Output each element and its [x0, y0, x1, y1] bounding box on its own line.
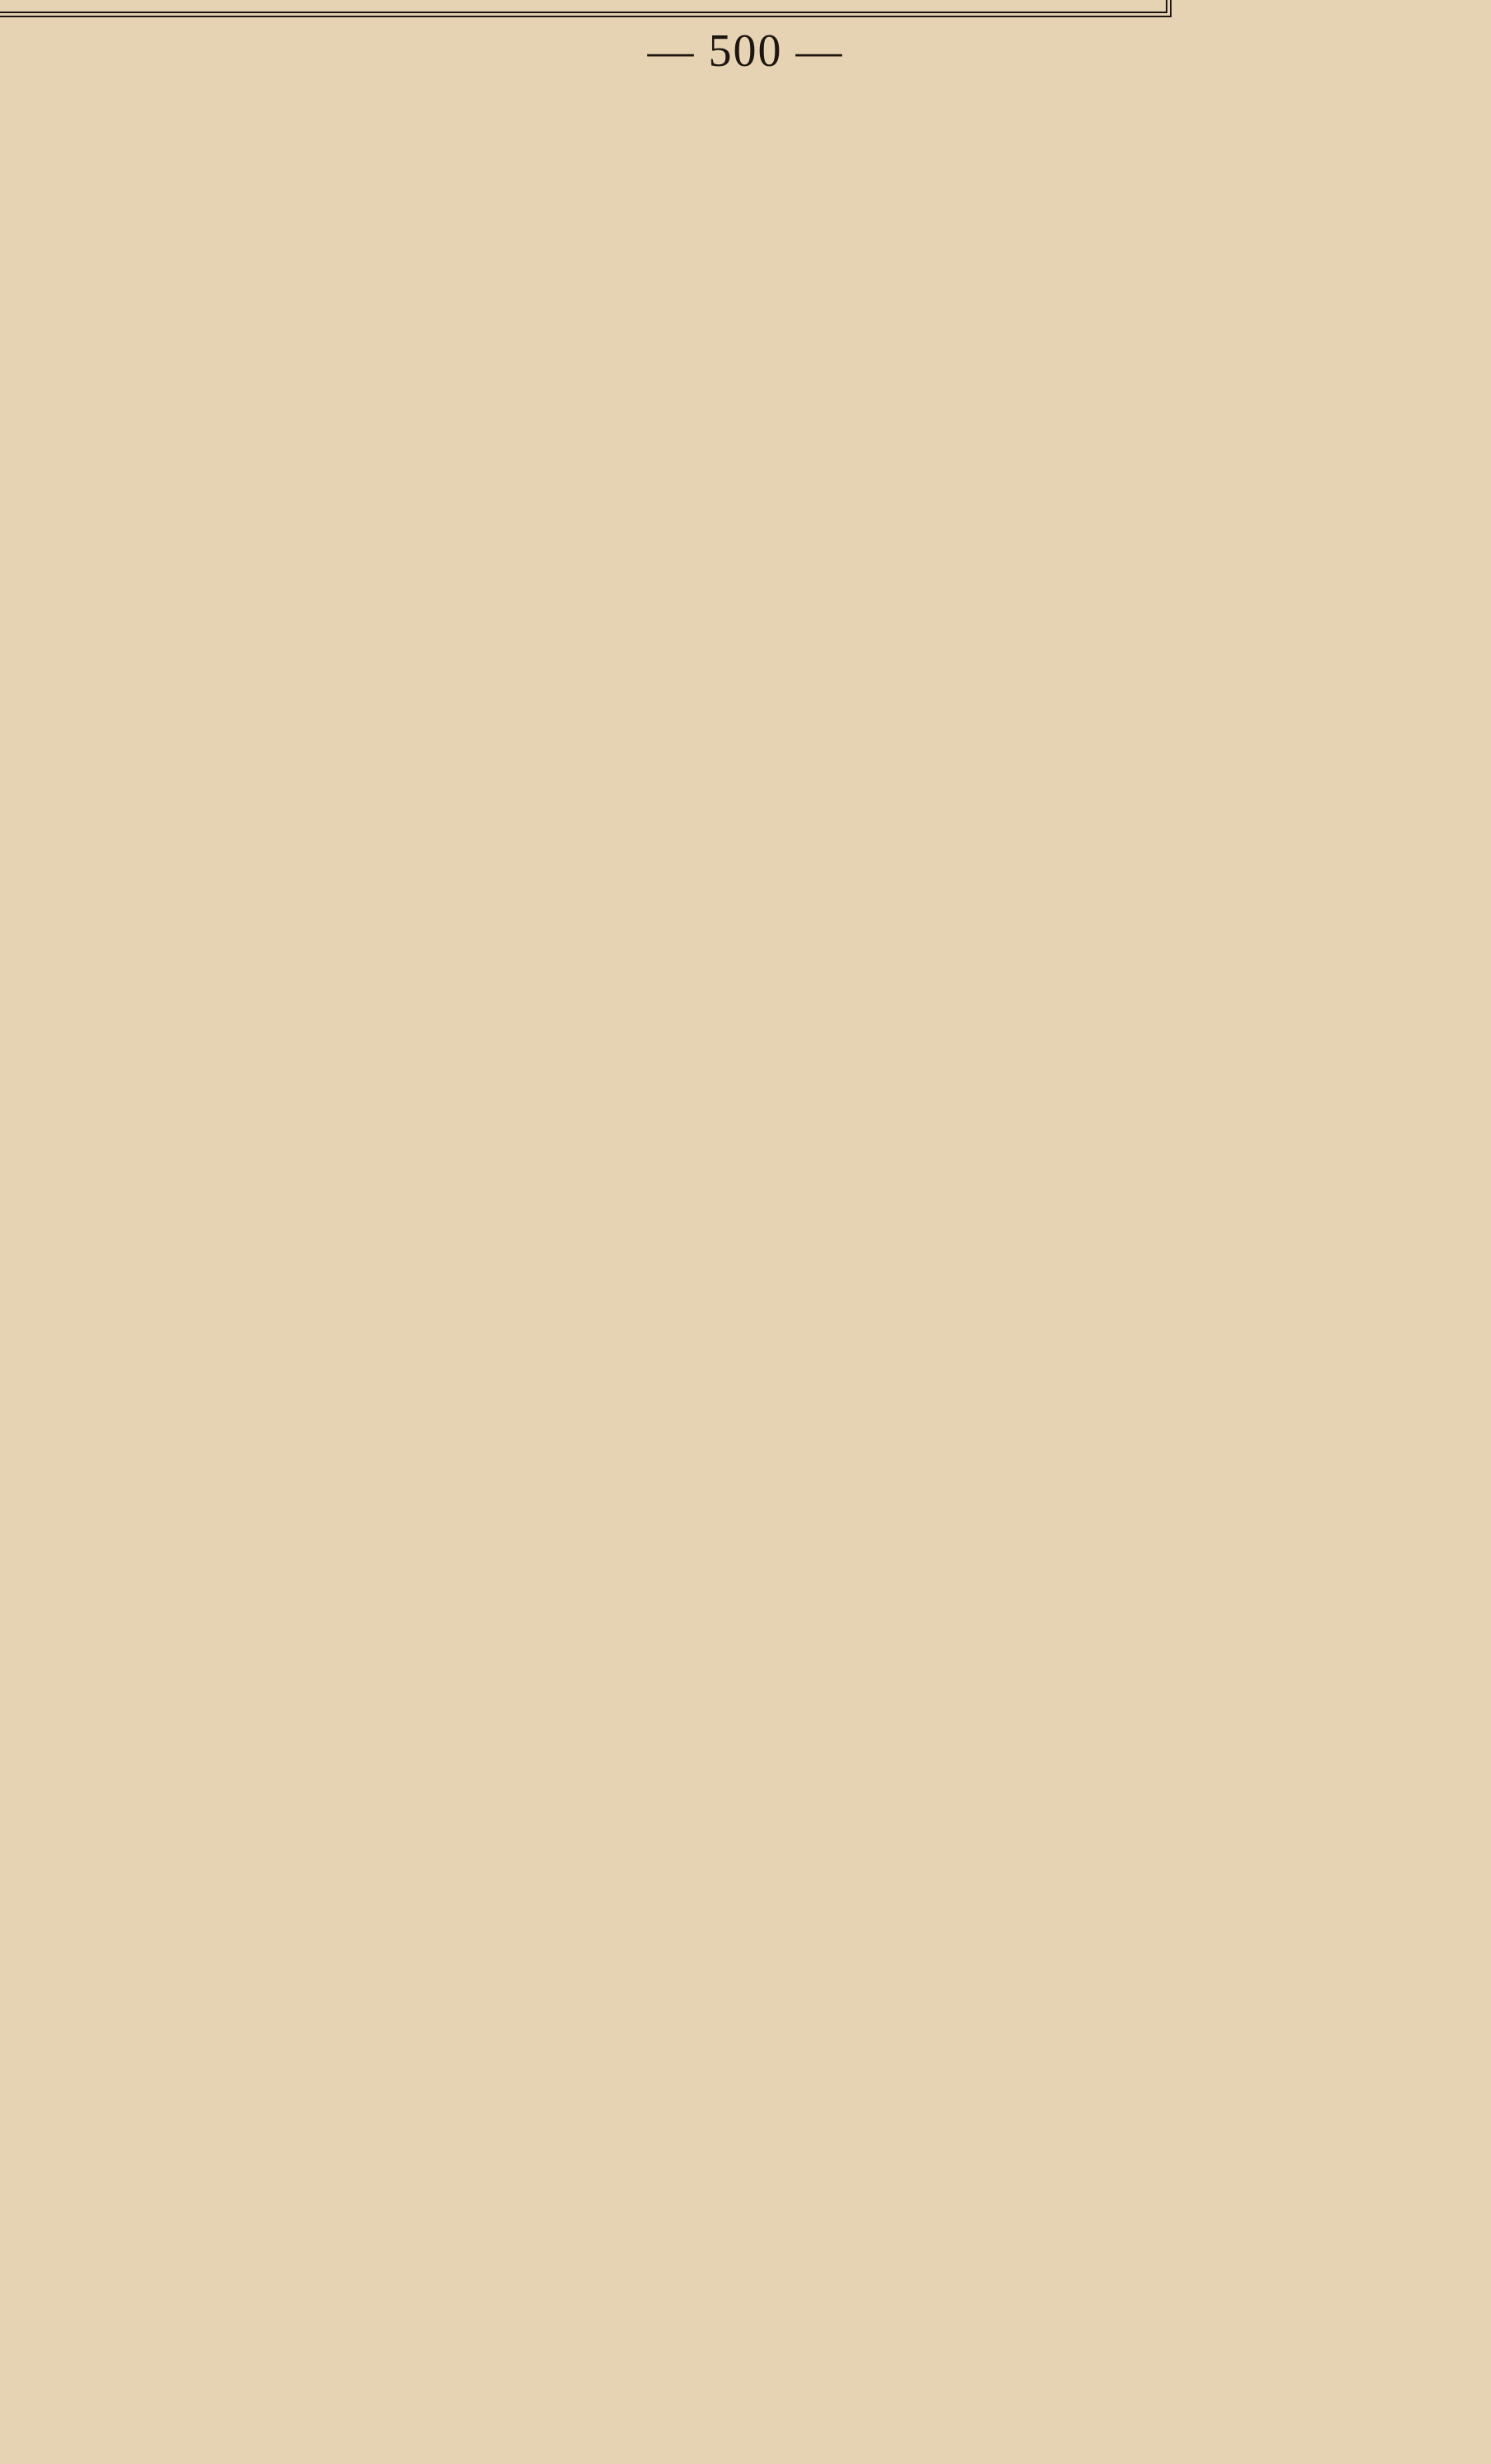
rotated-page	[0, 0, 1350, 141]
page-title	[1218, 0, 1273, 141]
page-number: — 500 —	[647, 26, 844, 77]
page-subtitle	[1284, 0, 1322, 141]
table-frame	[0, 0, 1172, 17]
title-block	[1176, 0, 1350, 141]
